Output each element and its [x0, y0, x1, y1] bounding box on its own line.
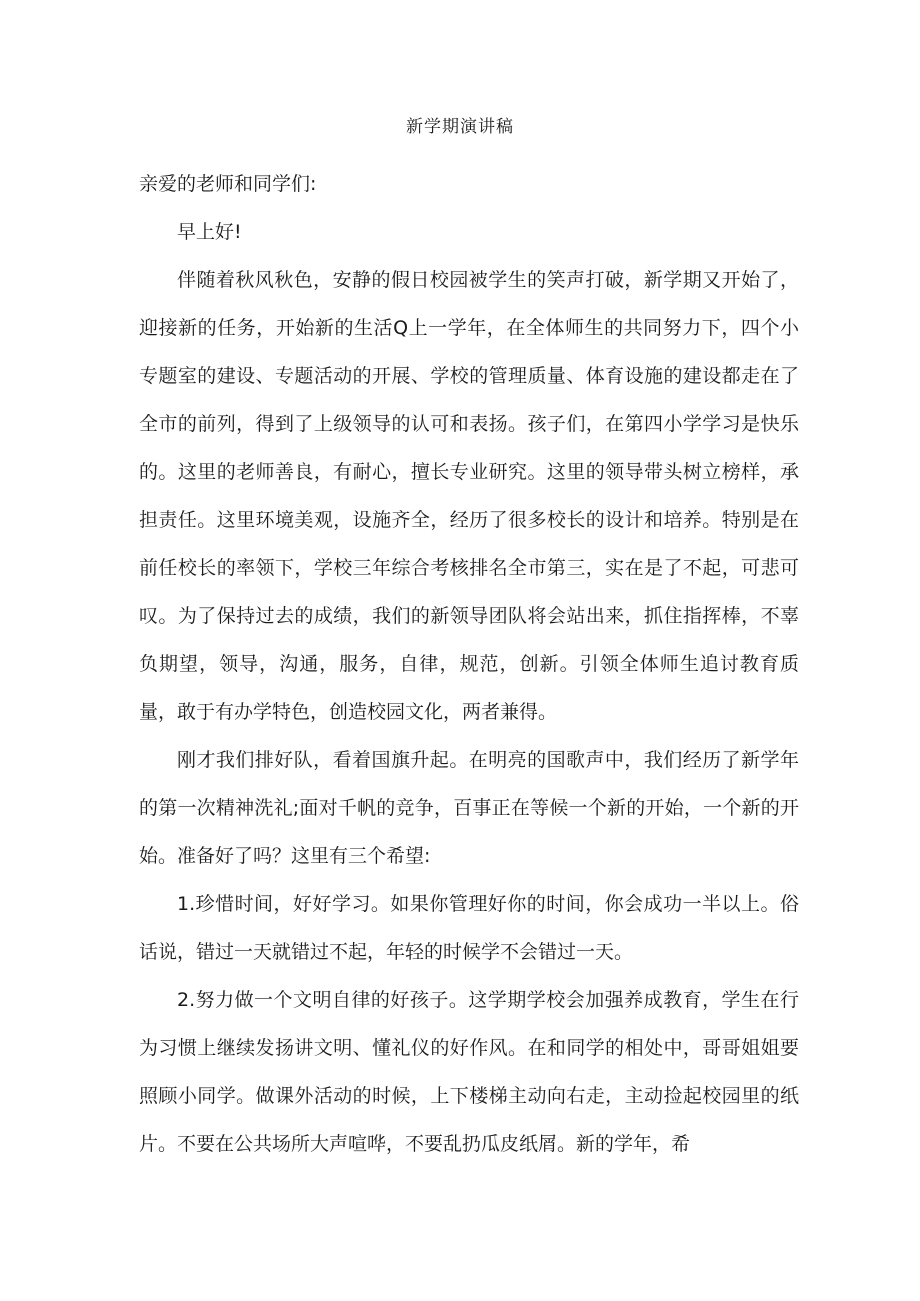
greeting-line: 早上好! [177, 221, 242, 243]
paragraph-hope-2: 2.努力做一个文明自律的好孩子。这学期学校会加强养成教育，学生在行为习惯上继续发扬讲文明、懂礼仪的好作风。在和同学的相处中，哥哥姐姐要照顾小同学。做课外活动的时候，上下楼梯主动向右走，主动捡起校园里的纸片。不要在公共场所大声喧哗，不要乱扔瓜皮纸屑。新的学年，希 [139, 989, 799, 1155]
paragraph-intro: 伴随着秋风秋色，安静的假日校园被学生的笑声打破，新学期又开始了，迎接新的任务，开始新的生活Q上一学年，在全体师生的共同努力下，四个小专题室的建设、专题活动的开展、学校的管理质量、体育设施的建设都走在了全市的前列，得到了上级领导的认可和表扬。孩子们，在第四小学学习是快乐的。这里的老师善良，有耐心，擅长专业研究。这里的领导带头树立榜样，承担责任。这里环境美观，设施齐全，经历了很多校长的设计和培养。特别是在前任校长的率领下，学校三年综合考核排名全市第三，实在是了不起，可悲可叹。为了保持过去的成绩，我们的新领导团队将会站出来，抓住指挥棒，不辜负期望，领导，沟通，服务，自律，规范，创新。引领全体师生追讨教育质量，敢于有办学特色，创造校园文化，两者兼得。 [139, 269, 799, 723]
paragraph-hope-1: 1.珍惜时间，好好学习。如果你管理好你的时间，你会成功一半以上。俗话说，错过一天就错过不起，年轻的时候学不会错过一天。 [139, 893, 799, 963]
salutation: 亲爱的老师和同学们: [139, 173, 317, 195]
paragraph-flag-ceremony: 刚才我们排好队，看着国旗升起。在明亮的国歌声中，我们经历了新学年的第一次精神洗礼;面对千帆的竞争，百事正在等候一个新的开始，一个新的开始。准备好了吗？这里有三个希望: [139, 749, 799, 867]
document-body [139, 160, 799, 1168]
document-title: 新学期演讲稿 [406, 117, 514, 137]
